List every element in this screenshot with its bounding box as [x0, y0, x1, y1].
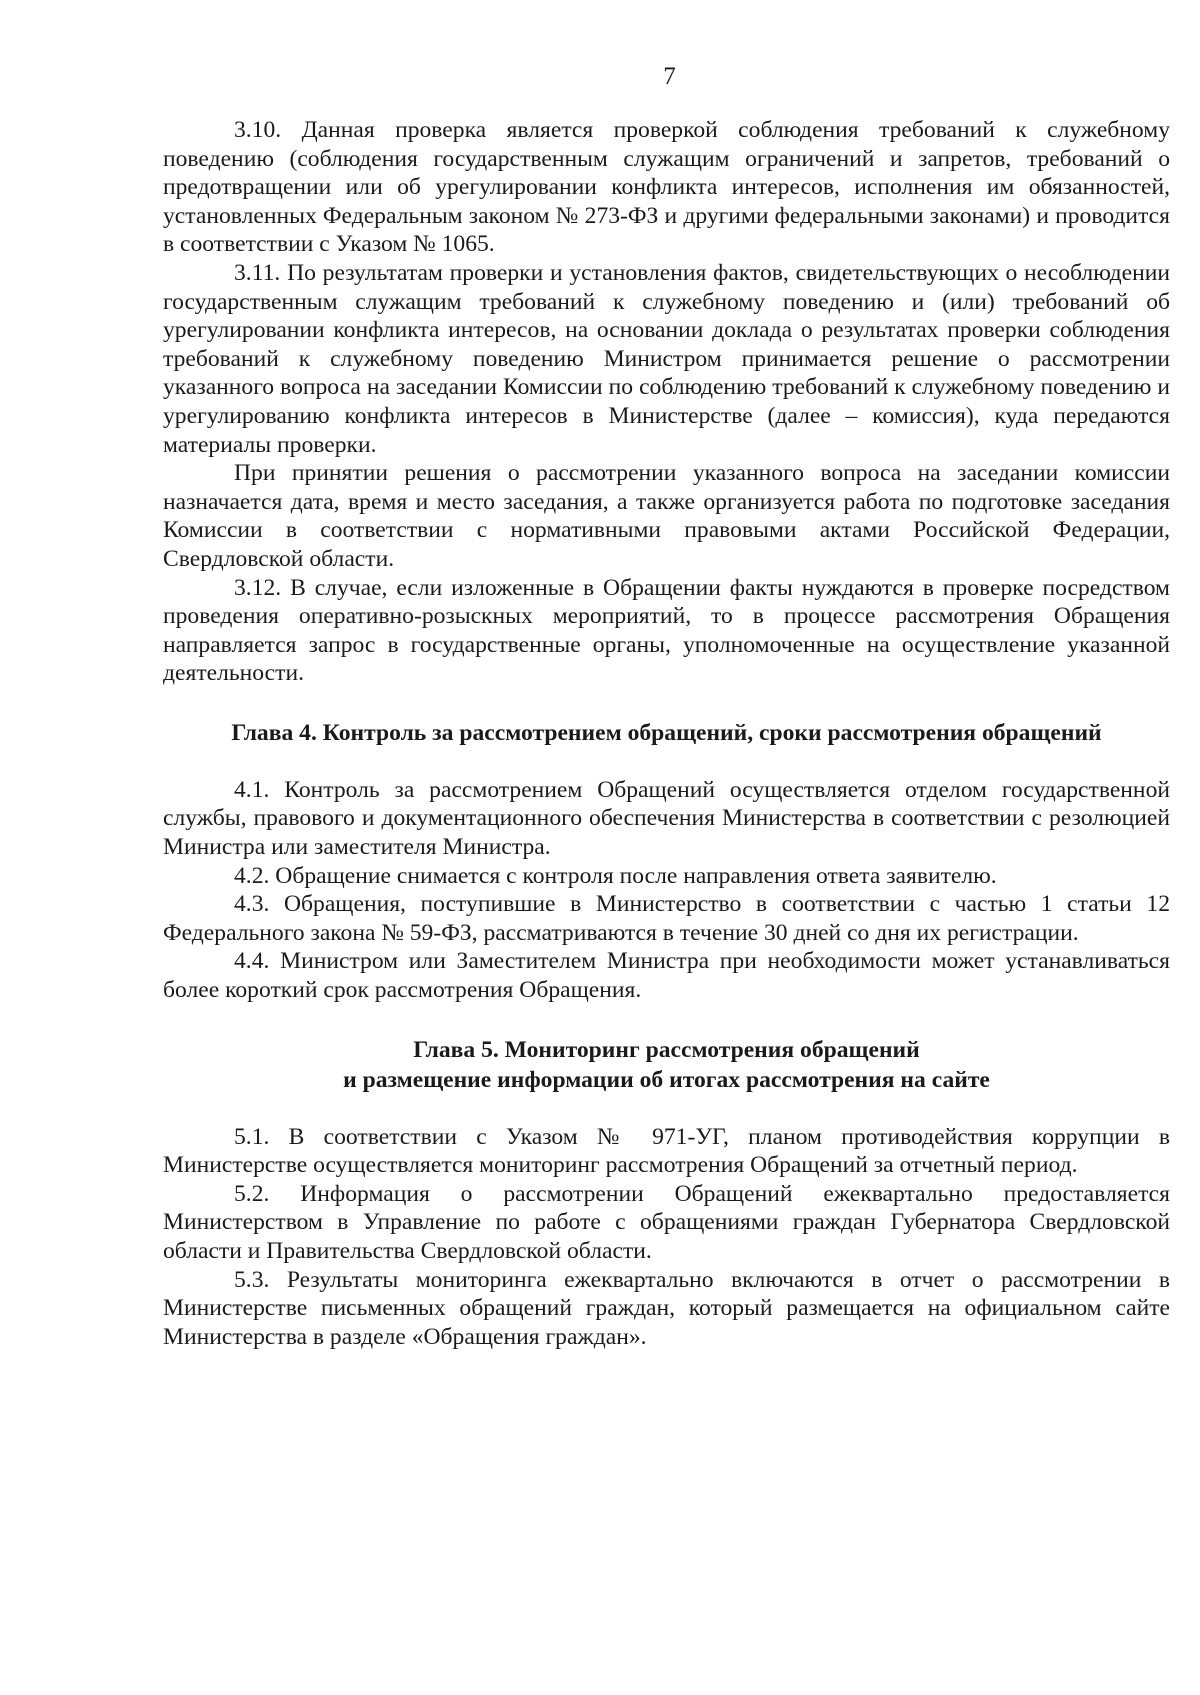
paragraph-5-2: 5.2. Информация о рассмотрении Обращений ежеквартально предоставляется Министерством в Управление по работе с обращениями граждан Губернатора Свердловской области и Правительства Свердловской области. — [163, 1180, 1170, 1264]
spacer — [163, 748, 1170, 776]
chapter-5-heading — [163, 1035, 1170, 1095]
spacer — [163, 688, 1170, 718]
spacer — [163, 1095, 1170, 1123]
paragraph-5-3: 5.3. Результаты мониторинга ежеквартально включаются в отчет о рассмотрении в Министерстве письменных обращений граждан, который размещается на официальном сайте Министерства в разделе «Обращения граждан». — [163, 1266, 1170, 1350]
spacer — [163, 1005, 1170, 1035]
page-number: 7 — [663, 63, 676, 90]
chapter-5-heading-line-1: Глава 5. Мониторинг рассмотрения обращений — [413, 1036, 920, 1063]
chapter-4-heading: Глава 4. Контроль за рассмотрением обращений, сроки рассмотрения обращений — [231, 719, 1102, 746]
paragraph-4-3: 4.3. Обращения, поступившие в Министерство в соответствии с частью 1 статьи 12 Федерального закона № 59-ФЗ, рассматриваются в течение 30 дней со дня их регистрации. — [163, 891, 1170, 946]
paragraph-3-12: 3.12. В случае, если изложенные в Обращении факты нуждаются в проверке посредством проведения оперативно-розыскных мероприятий, то в процессе рассмотрения Обращения направляется запрос в государственные органы, уполномоченные на осуществление указанной деятельности. — [163, 574, 1170, 687]
paragraph-4-4: 4.4. Министром или Заместителем Министра при необходимости может устанавливаться более короткий срок рассмотрения Обращения. — [163, 948, 1170, 1004]
paragraph-4-2: 4.2. Обращение снимается с контроля после направления ответа заявителю. — [234, 862, 997, 889]
paragraph-3-11: 3.11. По результатам проверки и установления фактов, свидетельствующих о несоблюдении государственным служащим требований к служебному поведению и (или) требований об урегулировании конфликта интересов, на основании доклада о результатах проверки соблюдения требований к служебному поведению Министром принимается решение о рассмотрении указанного вопроса на заседании Комиссии по соблюдению требований к служебному поведению и урегулированию конфликта интересов в Министерстве (далее – комиссия), куда передаются материалы проверки. — [163, 259, 1170, 458]
paragraph-5-1: 5.1. В соответствии с Указом № 971-УГ, планом противодействия коррупции в Министерстве осуществляется мониторинг рассмотрения Обращений за отчетный период. — [163, 1123, 1170, 1179]
paragraph-3-10: 3.10. Данная проверка является проверкой соблюдения требований к служебному поведению (соблюдения государственным служащим ограничений и запретов, требований о предотвращении или об урегулировании конфликта интересов, исполнения им обязанностей, установленных Федеральным законом № 273-ФЗ и другими федеральными законами) и проводится в соответствии с Указом № 1065. — [163, 117, 1170, 258]
chapter-5-heading-line-2: и размещение информации об итогах рассмотрения на сайте — [343, 1066, 990, 1093]
document-page — [163, 62, 1170, 1351]
paragraph-3-11-continuation: При принятии решения о рассмотрении указанного вопроса на заседании комиссии назначается дата, время и место заседания, а также организуется работа по подготовке заседания Комиссии в соответствии с нормативными правовыми актами Российской Федерации, Свердловской области. — [163, 460, 1170, 572]
paragraph-4-1: 4.1. Контроль за рассмотрением Обращений осуществляется отделом государственной службы, правового и документационного обеспечения Министерства в соответствии с резолюцией Министра или заместителя Министра. — [163, 776, 1170, 861]
